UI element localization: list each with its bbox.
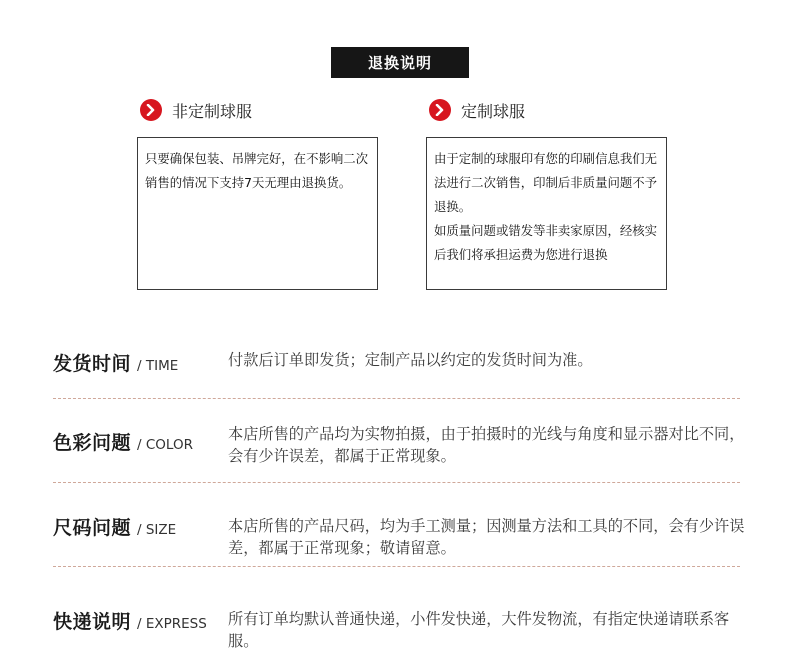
section-label — [53, 349, 178, 376]
column-custom — [426, 98, 658, 262]
section-divider — [53, 566, 740, 567]
section-title: 快递说明 — [53, 611, 132, 633]
chevron-right-icon — [140, 99, 162, 121]
section-text: 本店所售的产品均为实物拍摄，由于拍摄时的光线与角度和显示器对比不同，会有少许误差，都属于正常现象。 — [228, 425, 745, 465]
policy-box — [137, 137, 378, 290]
section-text: 付款后订单即发货；定制产品以约定的发货时间为准。 — [228, 351, 593, 369]
section-subtitle: / EXPRESS — [137, 616, 207, 632]
policy-box — [426, 137, 667, 290]
section-divider — [53, 398, 740, 399]
policy-text: 如质量问题或错发等非卖家原因，经核实后我们将承担运费为您进行退换 — [434, 223, 658, 262]
section-subtitle: / TIME — [137, 358, 179, 374]
policy-text: 只要确保包装、吊牌完好，在不影响二次销售的情况下支持7天无理由退换货。 — [145, 151, 369, 190]
section-title: 发货时间 — [53, 353, 132, 375]
section-subtitle: / COLOR — [137, 437, 193, 453]
column-header — [426, 98, 525, 122]
column-non-custom — [137, 98, 369, 190]
section-text: 所有订单均默认普通快递，小件发快递，大件发物流，有指定快递请联系客服。 — [228, 610, 730, 650]
policy-text: 由于定制的球服印有您的印刷信息我们无法进行二次销售，印制后非质量问题不予退换。 — [434, 151, 658, 214]
chevron-right-icon — [429, 99, 451, 121]
section-divider — [53, 482, 740, 483]
section-subtitle: / SIZE — [137, 522, 177, 538]
section-title: 色彩问题 — [53, 432, 132, 454]
page-title: 退换说明 — [331, 47, 469, 78]
column-title: 非定制球服 — [172, 101, 253, 121]
section-label — [53, 607, 207, 634]
section-label — [53, 428, 193, 455]
column-title: 定制球服 — [461, 101, 526, 121]
section-title: 尺码问题 — [53, 517, 132, 539]
section-label — [53, 513, 176, 540]
section-text: 本店所售的产品尺码，均为手工测量；因测量方法和工具的不同，会有少许误差，都属于正常现象；敬请留意。 — [228, 517, 745, 557]
column-header — [137, 98, 252, 122]
